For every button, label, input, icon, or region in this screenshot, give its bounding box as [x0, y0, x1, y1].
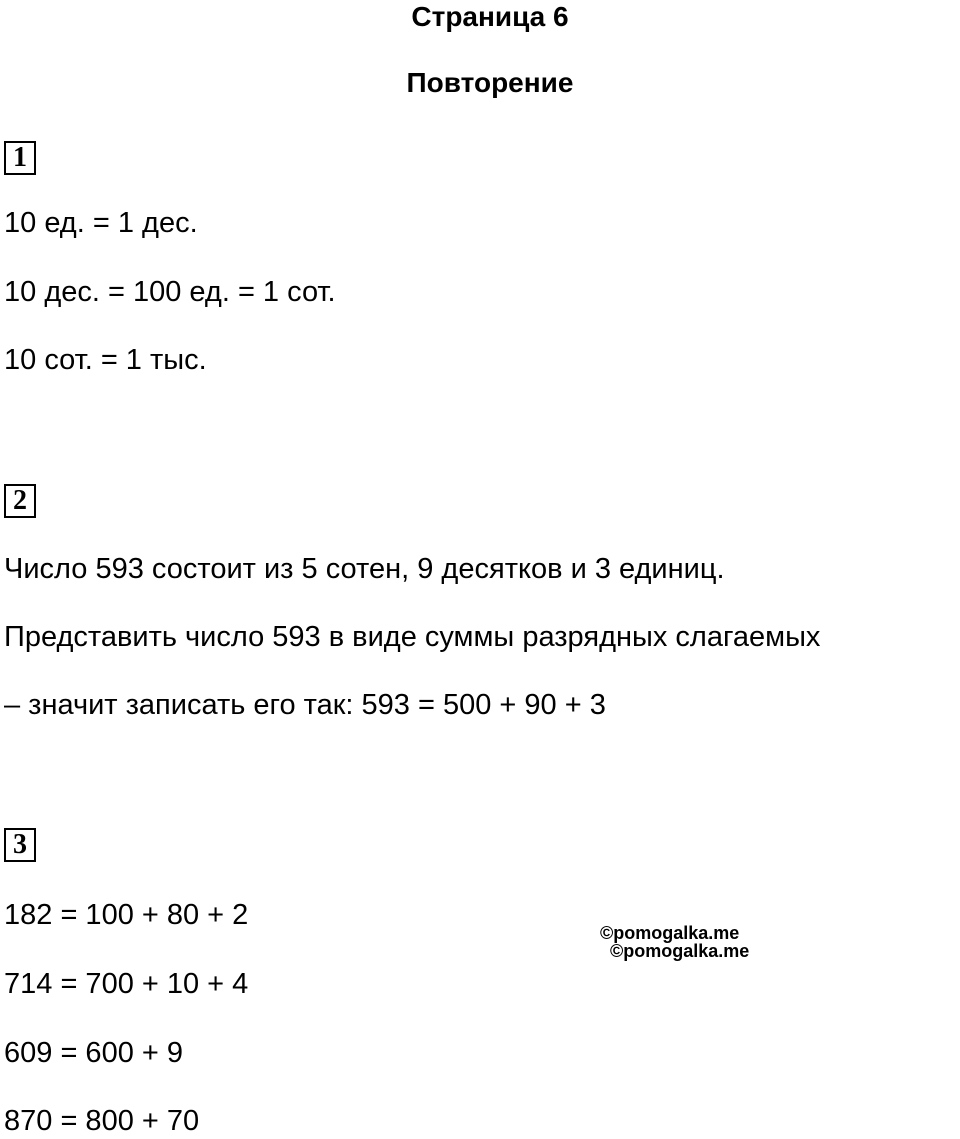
task-1-line-2: 10 дес. = 100 ед. = 1 сот. — [4, 276, 336, 308]
task-2-line-3: – значит записать его так: 593 = 500 + 90 + 3 — [4, 689, 606, 721]
watermark-1: ©pomogalka.me — [600, 923, 740, 943]
task-2-number-box: 2 — [4, 484, 36, 518]
task-3-number-box: 3 — [4, 828, 36, 862]
task-2-line-1: Число 593 состоит из 5 сотен, 9 десятков и 3 единиц. — [4, 553, 725, 585]
task-1-number-box: 1 — [4, 141, 36, 175]
section-title: Повторение — [406, 67, 574, 98]
task-3-line-2: 714 = 700 + 10 + 4 — [4, 968, 249, 1000]
task-3-line-3: 609 = 600 + 9 — [4, 1037, 183, 1069]
task-2-line-2: Представить число 593 в виде суммы разрядных слагаемых — [4, 621, 821, 653]
task-3-line-4: 870 = 800 + 70 — [4, 1105, 200, 1137]
watermark-2: ©pomogalka.me — [610, 941, 750, 961]
task-3-line-1: 182 = 100 + 80 + 2 — [4, 899, 249, 931]
task-1-line-1: 10 ед. = 1 дес. — [4, 207, 198, 239]
page-title: Страница 6 — [411, 1, 569, 32]
task-1-line-3: 10 сот. = 1 тыс. — [4, 344, 207, 376]
